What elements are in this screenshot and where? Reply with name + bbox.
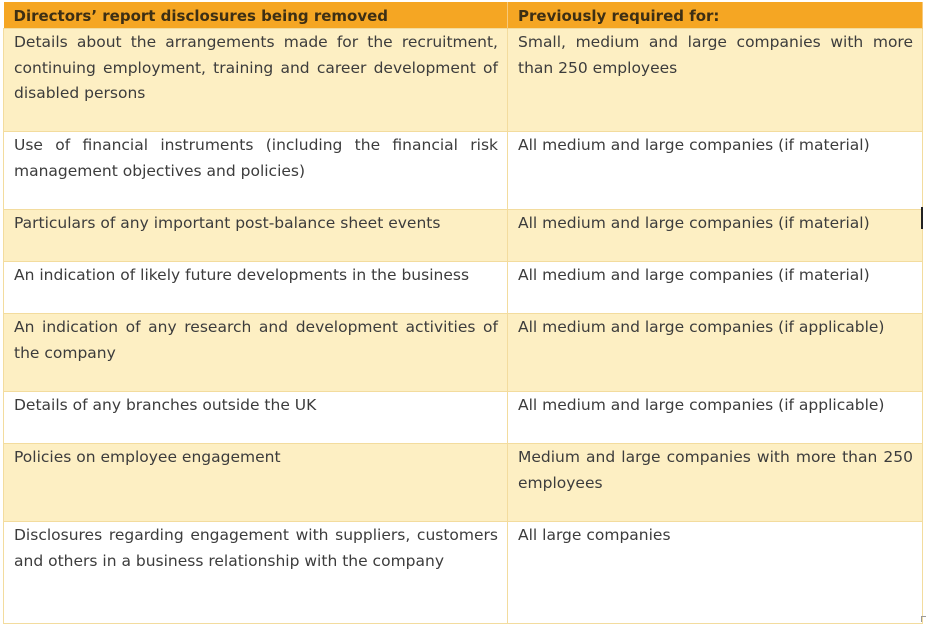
resize-corner-mark [921, 616, 926, 622]
table-row [4, 314, 923, 392]
table-header-row [4, 2, 923, 29]
table-row [4, 29, 923, 132]
required-for-cell: Medium and large companies with more than 250 employees [508, 444, 923, 522]
table-row [4, 392, 923, 444]
text-cursor [921, 207, 923, 229]
table-row [4, 210, 923, 262]
disclosure-cell: Details about the arrangements made for the recruitment, continuing employment, training and career development of disabled persons [4, 29, 508, 132]
table-row [4, 132, 923, 210]
table-row [4, 444, 923, 522]
table-row [4, 262, 923, 314]
disclosure-cell: Particulars of any important post-balance sheet events [4, 210, 508, 262]
disclosure-cell: An indication of any research and development activities of the company [4, 314, 508, 392]
required-for-cell: All medium and large companies (if material) [508, 210, 923, 262]
required-for-cell: All medium and large companies (if applicable) [508, 314, 923, 392]
disclosure-cell: Policies on employee engagement [4, 444, 508, 522]
header-disclosures-removed: Directors’ report disclosures being removed [4, 2, 508, 29]
required-for-cell: Small, medium and large companies with more than 250 employees [508, 29, 923, 132]
disclosure-cell: Use of financial instruments (including the financial risk management objectives and policies) [4, 132, 508, 210]
required-for-cell: All medium and large companies (if material) [508, 132, 923, 210]
required-for-cell: All medium and large companies (if material) [508, 262, 923, 314]
disclosure-cell: Disclosures regarding engagement with suppliers, customers and others in a business relationship with the company [4, 522, 508, 624]
table-row [4, 522, 923, 624]
required-for-cell: All medium and large companies (if applicable) [508, 392, 923, 444]
disclosure-cell: An indication of likely future developments in the business [4, 262, 508, 314]
disclosure-cell: Details of any branches outside the UK [4, 392, 508, 444]
disclosures-table [3, 2, 923, 624]
header-previously-required-for: Previously required for: [508, 2, 923, 29]
required-for-cell: All large companies [508, 522, 923, 624]
